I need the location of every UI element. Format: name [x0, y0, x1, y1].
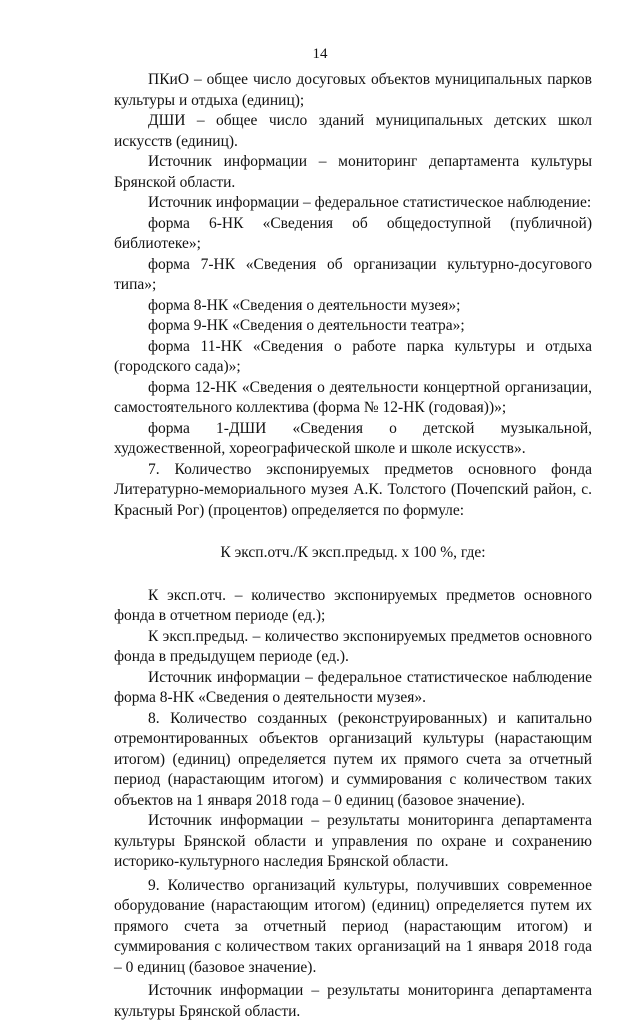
paragraph-item-8: 8. Количество созданных (реконструированных) и капитально отремонтированных объектов организаций культуры (нарастающим итогом) (единиц) определяется путем их прямого счета за отчетный период (нарастающим итогом) и суммирования с количеством таких объектов на 1 января 2018 года – 0 единиц (базовое значение).: [114, 709, 592, 809]
paragraph-k-eksp-predyd: К эксп.предыд. – количество экспонируемых предметов основного фонда в предыдущем периоде (ед.).: [114, 627, 592, 665]
paragraph-source-results-2: Источник информации – результаты мониторинга департамента культуры Брянской области.: [114, 982, 592, 1020]
paragraph-k-eksp-otch: К эксп.отч. – количество экспонируемых предметов основного фонда в отчетном периоде (ед.);: [114, 586, 592, 624]
paragraph-source-monitoring: Источник информации – мониторинг департамента культуры Брянской области.: [114, 153, 592, 191]
paragraph-form-8nk: форма 8-НК «Сведения о деятельности музея»;: [148, 296, 461, 314]
formula: К эксп.отч./К эксп.предыд. х 100 %, где:: [220, 544, 486, 561]
paragraph-form-9nk: форма 9-НК «Сведения о деятельности театра»;: [148, 317, 465, 334]
paragraph-source-results-1: Источник информации – результаты мониторинга департамента культуры Брянской области и управления по охране и сохранению историко-культурного наследия Брянской области.: [114, 812, 592, 870]
paragraph-source-form-8nk: Источник информации – федеральное статистическое наблюдение форма 8-НК «Сведения о деятельности музея».: [114, 668, 592, 706]
paragraph-form-12nk: форма 12-НК «Сведения о деятельности концертной организации, самостоятельного коллектива (форма № 12-НК (годовая))»;: [114, 378, 592, 416]
paragraph-item-9: 9. Количество организаций культуры, получивших современное оборудование (нарастающим итогом) (единиц) определяется путем их прямого счета за отчетный период (нарастающим итогом) и суммирования с количеством таких организаций на 1 января 2018 года – 0 единиц (базовое значение).: [114, 876, 592, 976]
paragraph-dshi: ДШИ – общее число зданий муниципальных детских школ искусств (единиц).: [114, 112, 592, 150]
paragraph-form-11nk: форма 11-НК «Сведения о работе парка культуры и отдыха (городского сада)»;: [114, 337, 592, 375]
paragraph-source-federal: Источник информации – федеральное статистическое наблюдение:: [148, 194, 592, 211]
paragraph-form-7nk: форма 7-НК «Сведения об организации культурно-досугового типа»;: [114, 255, 592, 293]
paragraph-form-1dshi: форма 1-ДШИ «Сведения о детской музыкальной, художественной, хореографической школе и школе искусств».: [114, 419, 592, 457]
paragraph-pkio: ПКиО – общее число досуговых объектов муниципальных парков культуры и отдыха (единиц);: [114, 71, 592, 109]
document-body: [114, 70, 592, 1022]
page-number: 14: [312, 46, 328, 62]
paragraph-form-6nk: форма 6-НК «Сведения об общедоступной (публичной) библиотеке»;: [114, 214, 592, 252]
paragraph-item-7: 7. Количество экспонируемых предметов основного фонда Литературно-мемориального музея А.К. Толстого (Почепский район, с. Красный Рог) (процентов) определяется по формуле:: [114, 460, 592, 519]
